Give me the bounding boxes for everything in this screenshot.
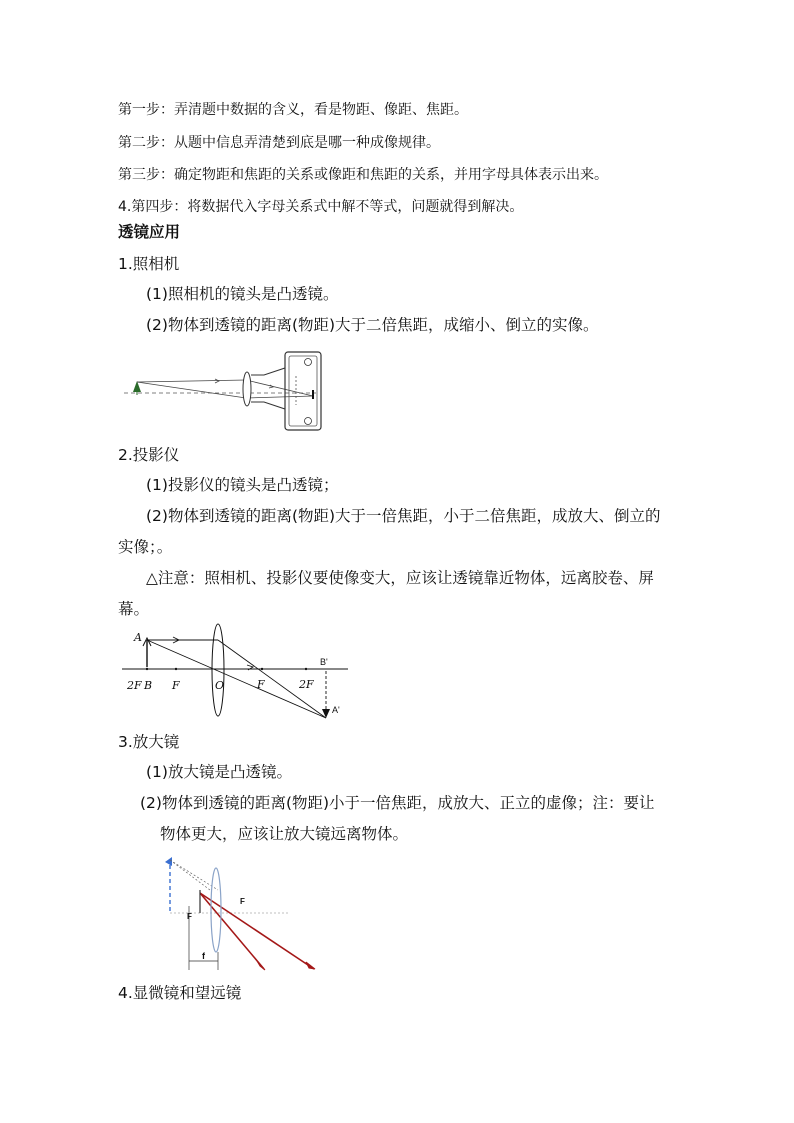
magnifier-point-2-line-1: (2)物体到透镜的距离(物距)小于一倍焦距，成放大、正立的虚像；注：要让 <box>140 794 655 812</box>
step-3-text: 第三步：确定物距和焦距的关系或像距和焦距的关系，并用字母具体表示出来。 <box>118 167 608 183</box>
label-o: O <box>215 679 225 692</box>
step-4-text: 4.第四步：将数据代入字母关系式中解不等式，问题就得到解决。 <box>118 199 524 215</box>
microscope-heading: 4.显微镜和望远镜 <box>118 984 242 1002</box>
label-2f-right: 2F <box>299 678 314 691</box>
magnifier-label-f-small: f <box>202 951 205 961</box>
projector-point-2-line-2: 实像；。 <box>118 538 173 556</box>
magnifier-point-1: (1)放大镜是凸透镜。 <box>146 763 292 781</box>
magnifier-heading: 3.放大镜 <box>118 733 180 751</box>
label-f-left: F <box>172 679 180 692</box>
label-a: A <box>134 631 142 644</box>
magnifier-point-2-line-2: 物体更大，应该让放大镜远离物体。 <box>160 825 409 843</box>
label-f-right: F <box>257 678 265 691</box>
section-title: 透镜应用 <box>118 223 181 241</box>
projector-note-line-1: △注意：照相机、投影仪要使像变大，应该让透镜靠近物体，远离胶卷、屏 <box>146 569 654 587</box>
magnifier-label-f-left: F <box>187 912 192 921</box>
label-b-prime: B' <box>320 657 328 667</box>
step-2-text: 第二步：从题中信息弄清楚到底是哪一种成像规律。 <box>118 135 440 151</box>
camera-point-1: (1)照相机的镜头是凸透镜。 <box>146 285 339 303</box>
camera-point-2: (2)物体到透镜的距离(物距)大于二倍焦距，成缩小、倒立的实像。 <box>146 316 599 334</box>
label-a-prime: A' <box>332 705 340 715</box>
projector-point-1: (1)投影仪的镜头是凸透镜； <box>146 476 339 494</box>
step-1-text: 第一步：弄清题中数据的含义，看是物距、像距、焦距。 <box>118 102 468 118</box>
magnifier-label-f-right: F <box>240 897 245 906</box>
projector-point-2-line-1: (2)物体到透镜的距离(物距)大于一倍焦距，小于二倍焦距，成放大、倒立的 <box>146 507 661 525</box>
projector-note-line-2: 幕。 <box>118 600 150 618</box>
label-b: B <box>144 679 153 692</box>
label-2f-left: 2F <box>127 679 142 692</box>
projector-heading: 2.投影仪 <box>118 446 180 464</box>
camera-heading: 1.照相机 <box>118 255 180 273</box>
